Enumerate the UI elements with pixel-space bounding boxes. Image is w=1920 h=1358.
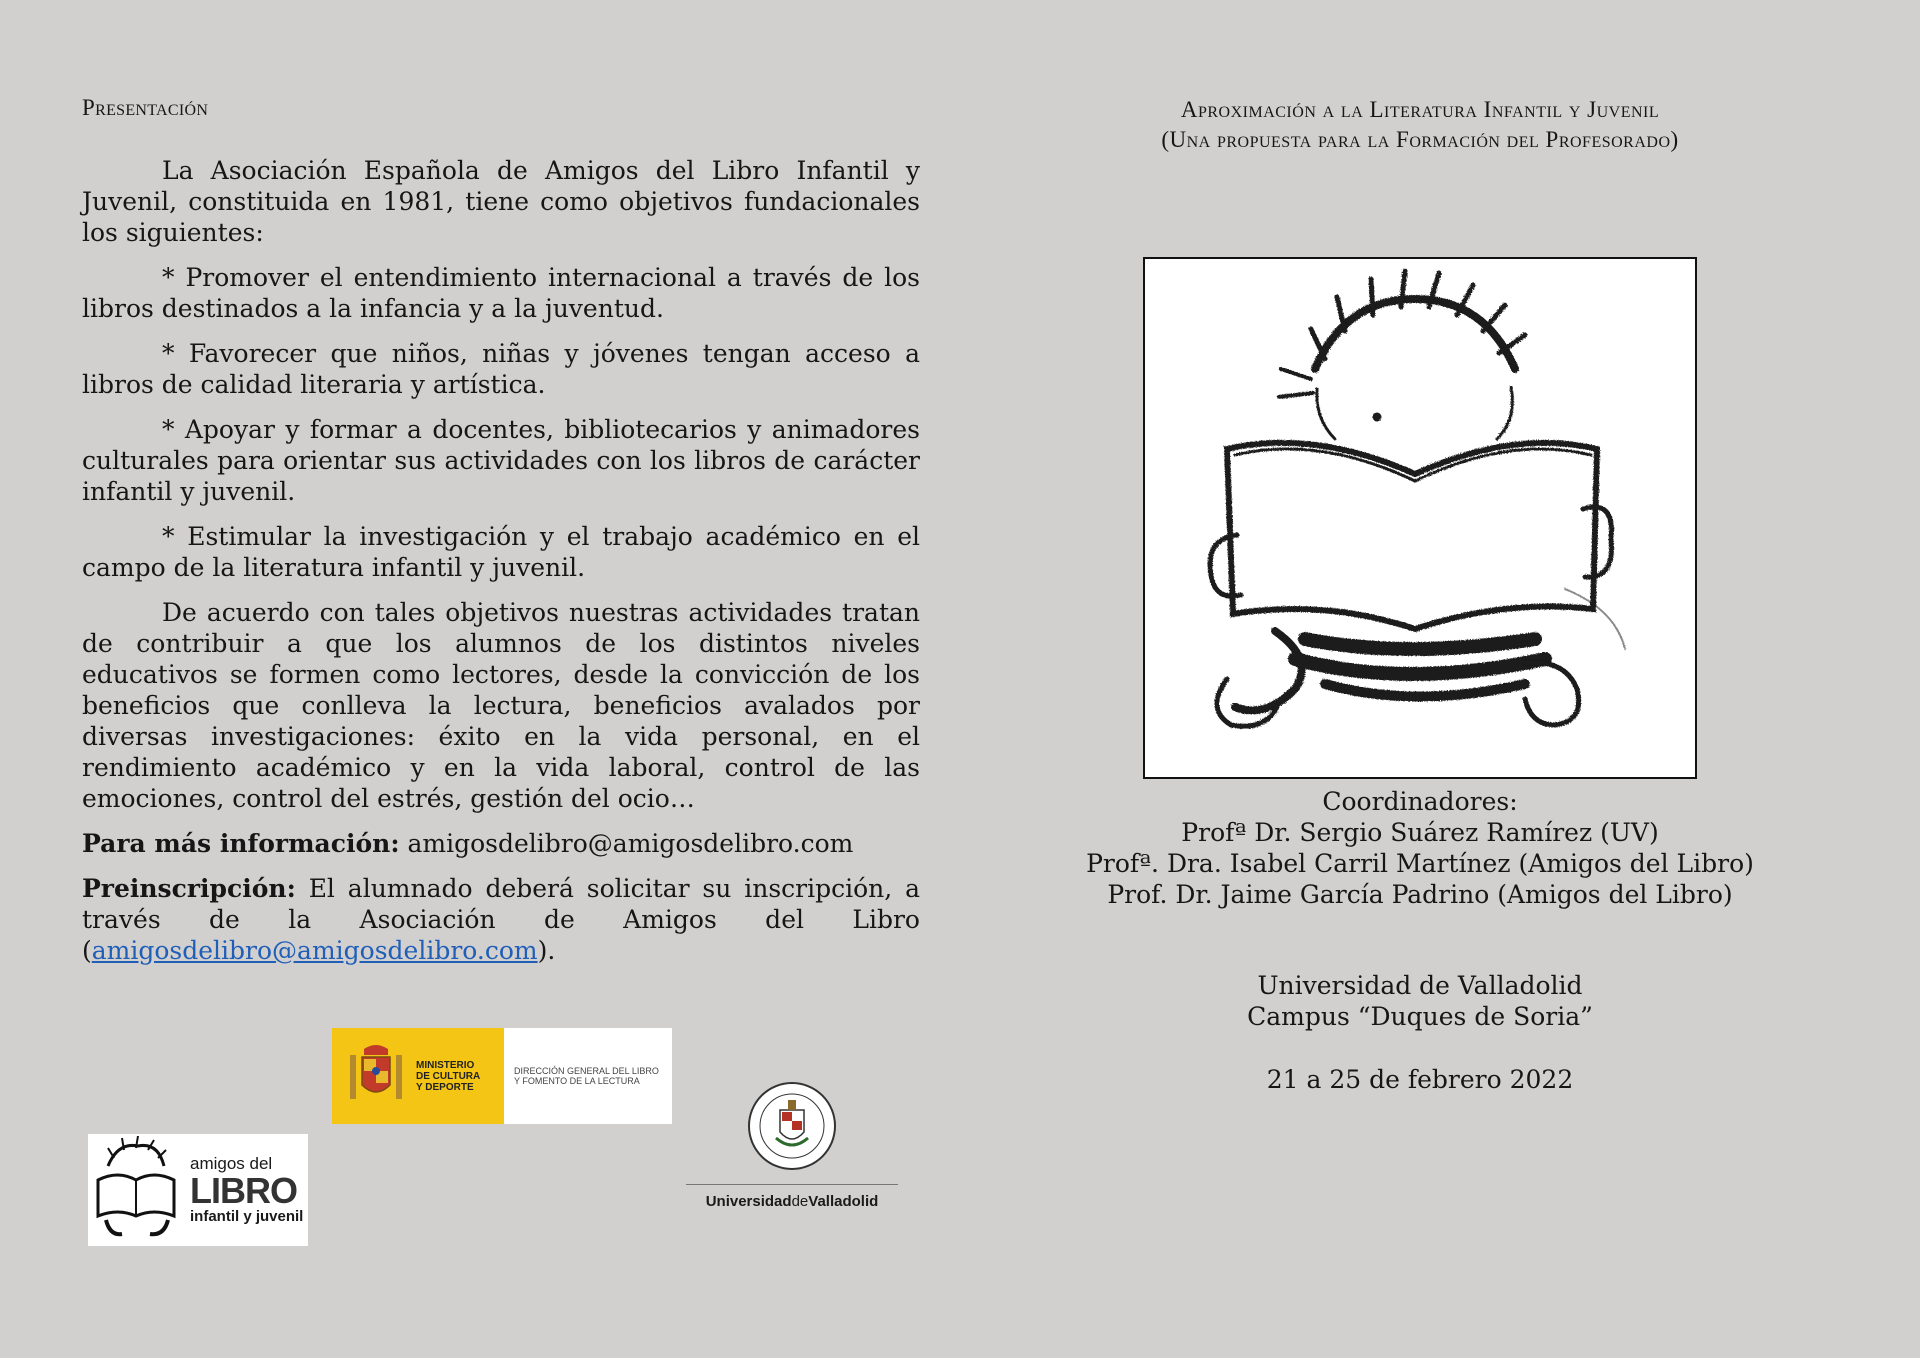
preregistration-email-link[interactable]: amigosdelibro@amigosdelibro.com xyxy=(91,936,538,965)
objective-3: * Apoyar y formar a docentes, bibliotecarios y animadores culturales para orientar sus actividades con los libros de carácter infantil y juvenil. xyxy=(82,415,920,506)
uva-seal-icon xyxy=(746,1080,838,1172)
uva-divider xyxy=(686,1184,898,1185)
more-info-label: Para más información: xyxy=(82,829,400,858)
intro-paragraph: La Asociación Española de Amigos del Libro Infantil y Juvenil, constituida en 1981, tiene como objetivos fundacionales los siguientes: xyxy=(82,156,920,247)
cover-title-block xyxy=(1040,95,1800,155)
spain-coat-of-arms-icon xyxy=(346,1041,406,1111)
coordinator-1: Profª Dr. Sergio Suárez Ramírez (UV) xyxy=(1181,818,1659,847)
more-info-line xyxy=(82,828,920,859)
amigos-logo-line-2: LIBRO xyxy=(190,1170,297,1211)
course-title: Aproximación a la Literatura Infantil y Juvenil xyxy=(1180,97,1660,122)
more-info-email: amigosdelibro@amigosdelibro.com xyxy=(407,829,854,858)
presentation-column xyxy=(82,95,920,980)
direccion-line-2: Y FOMENTO DE LA LECTURA xyxy=(514,1076,640,1086)
child-reading-illustration xyxy=(1143,257,1697,779)
uva-name-part-1: Universidad xyxy=(705,1193,792,1210)
ministerio-logo xyxy=(332,1028,672,1124)
ministerio-line-1: MINISTERIO xyxy=(416,1059,475,1071)
amigos-del-libro-logo xyxy=(88,1134,308,1246)
amigos-logo-words xyxy=(190,1155,303,1225)
course-date: 21 a 25 de febrero 2022 xyxy=(1266,1065,1574,1094)
objective-1: * Promover el entendimiento internacional a través de los libros destinados a la infancia y a la juventud. xyxy=(82,263,920,323)
preregistration-paragraph xyxy=(82,873,920,966)
course-subtitle: (Una propuesta para la Formación del Profesorado) xyxy=(1161,127,1679,152)
uva-name-part-2: de xyxy=(791,1193,809,1210)
objective-2: * Favorecer que niños, niñas y jóvenes tengan acceso a libros de calidad literaria y artística. xyxy=(82,339,920,399)
amigos-logo-line-3: infantil y juvenil xyxy=(190,1208,304,1225)
child-reading-logo-icon xyxy=(88,1136,184,1244)
ministerio-line-2: DE CULTURA xyxy=(416,1070,481,1082)
objective-4: * Estimular la investigación y el trabajo académico en el campo de la literatura infantil y juvenil. xyxy=(82,522,920,582)
venue-university: Universidad de Valladolid xyxy=(1257,971,1583,1000)
coordinator-3: Prof. Dr. Jaime García Padrino (Amigos del Libro) xyxy=(1107,880,1733,909)
coordinator-2: Profª. Dra. Isabel Carril Martínez (Amigos del Libro) xyxy=(1086,849,1754,878)
ministerio-yellow-block xyxy=(332,1028,504,1124)
ministerio-line-3: Y DEPORTE xyxy=(416,1081,474,1093)
ministerio-text xyxy=(416,1060,480,1093)
preregistration-end: ). xyxy=(537,936,556,965)
direccion-general-text xyxy=(504,1028,672,1124)
venue-campus: Campus “Duques de Soria” xyxy=(1247,1002,1593,1031)
preregistration-text: El alumnado deberá solicitar su inscripción, a través de la Asociación de Amigos del Libro ( xyxy=(82,874,920,965)
activities-paragraph: De acuerdo con tales objetivos nuestras actividades tratan de contribuir a que los alumnos de los distintos niveles educativos se formen como lectores, desde la convicción de los beneficios que conlleva la lectura, beneficios avalados por diversas investigaciones: éxito en la vida personal, en el rendimiento académico y en la vida laboral, control de las emociones, control del estrés, gestión del ocio… xyxy=(82,598,920,813)
amigos-logo-line-1: amigos del xyxy=(190,1154,273,1173)
child-reading-book-icon xyxy=(1145,259,1695,777)
uva-name xyxy=(682,1193,902,1210)
direccion-line-1: DIRECCIÓN GENERAL DEL LIBRO xyxy=(514,1066,659,1076)
coordinators-block xyxy=(1040,786,1800,910)
preregistration-label: Preinscripción: xyxy=(82,874,296,903)
uva-name-part-3: Valladolid xyxy=(808,1193,879,1210)
presentation-heading: Presentación xyxy=(82,95,209,120)
coordinators-label: Coordinadores: xyxy=(1322,787,1518,816)
venue-block xyxy=(1040,970,1800,1032)
uva-logo xyxy=(682,1080,902,1220)
